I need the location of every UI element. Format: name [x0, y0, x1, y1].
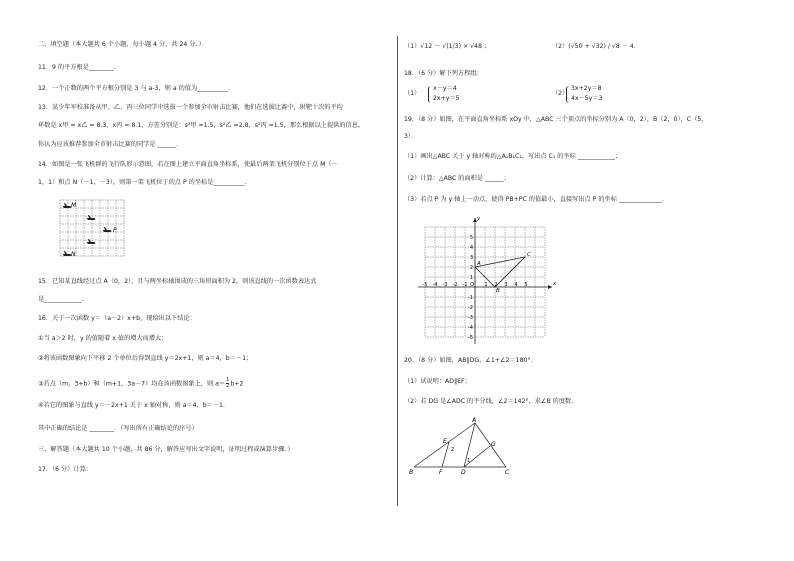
question-16-conclusion-2: ②将该函数图象向下平移 2 个单位后得到直线 y＝2x+1，则 a＝4，b＝－1；: [38, 355, 253, 362]
tick-label: 1: [484, 283, 488, 288]
tick-label: -3: [442, 283, 448, 288]
origin-label: O: [470, 282, 474, 288]
question-16-conclusion-1: ①当 a＞2 时，y 的值随着 x 值的增大而增大；: [38, 335, 168, 342]
tick-label: 5: [469, 236, 473, 241]
tick-label: 3: [504, 283, 508, 288]
question-16-conclusion-3: ③若点（m，3+b）和（m+1，3a－7）均在该函数图象上，则 a＝ $\frac{1}{2}$ b+2: [38, 377, 244, 389]
airplane-icon: [102, 227, 112, 232]
tick-label: 2: [469, 266, 473, 271]
question-19-part-3: （3）若点 P 为 y 轴上一动点，使得 PB+PC 的值最小，直接写出点 P 的坐标 ______________．: [404, 196, 669, 203]
tick-label: 5: [524, 283, 528, 288]
point-f-label: F: [439, 469, 443, 476]
tick-label: 4: [514, 283, 518, 288]
tick-label: -2: [468, 306, 473, 311]
question-14-line2: 1，1）和点 N（－1，－3），则第一架飞机位于的点 P 的坐标是__________．: [38, 179, 251, 186]
point-d-label: D: [461, 469, 466, 476]
point-a-label: A: [477, 261, 481, 267]
question-16-answer-line: 其中正确的结论是 ________．（写出所有正确结论的序号）: [38, 425, 198, 432]
question-20-part-1: （1）试说明：AD∥EF；: [404, 378, 471, 385]
point-g-label: G: [491, 441, 496, 448]
question-15-line2: 是____________．: [38, 296, 88, 303]
question-11: 11．9 的平方根是________．: [38, 64, 120, 71]
question-18: 18．（6 分）解下列方程组：: [404, 70, 483, 77]
question-13-line2: 环数是 x甲 = x乙 = 8.3，x丙 = 8.1，方差分别是：s²甲 =1.5，s²乙 =2.8，s²丙 =1.5，那么根据以上提供的信息，: [38, 122, 365, 129]
system-2-eq2: 4x－5y＝3: [571, 95, 603, 102]
question-18-part-1-label: （1）: [404, 90, 421, 97]
airplane-formation-figure: [58, 198, 128, 262]
tick-label: 2: [494, 283, 498, 288]
tick-label: -5: [468, 336, 473, 341]
section-2-heading: 二、填空题（本大题共 6 个小题，每小题 4 分，共 24 分．）: [38, 41, 205, 48]
question-16: 16．关于一次函数 y＝（a－2）x+b，现给出以下结论：: [38, 315, 196, 322]
coordinate-grid-figure: [410, 212, 560, 350]
point-n-label: N: [71, 251, 76, 258]
tick-label: -4: [468, 326, 473, 331]
point-a-label: A: [472, 417, 477, 424]
point-c-label: C: [505, 469, 510, 476]
question-17-part-2: （2）(√50 + √32) / √8 － 4．: [552, 43, 641, 50]
question-19-part-1: （1）画出△ABC 关于 y 轴对称的△A₁B₁C₁，写出点 C₁ 的坐标 ____________；: [404, 153, 622, 160]
point-m-label: M: [71, 202, 77, 209]
question-15-line1: 15．已知某直线经过点 A（0，2），且与两坐标轴围成的三角形面积为 2，则该直线的一次函数表达式: [38, 278, 317, 285]
question-19-part-2: （2）计算：△ABC 的面积是 ______；: [404, 175, 510, 182]
question-13-line1: 13．某少年军校准备从甲、乙、丙三位同学中选拔一个参加全市射击比赛，他们在选拔比赛中，射靶十次的平均: [38, 104, 343, 111]
tick-label: -4: [432, 283, 438, 288]
question-19-line2: 3）．: [404, 133, 418, 140]
question-13-line3: 你认为应该推荐参加全市射击比赛的同学是 ______．: [38, 141, 183, 148]
point-b-label: B: [496, 288, 500, 294]
point-c-label: C: [527, 252, 531, 258]
question-20-part-2: （2）若 DG 是∠ADC 的平分线，∠2＝142°，求∠B 的度数．: [404, 398, 578, 405]
system-1-eq2: 2x+y＝5: [433, 95, 460, 102]
y-axis-label: y: [477, 216, 481, 222]
system-1-eq1: x－y＝4: [433, 85, 457, 92]
question-14-line1: 14．如图是一张飞机群的飞行队形示意图，若在图上建立平面直角坐标系，使最后两架飞机分别位于点 M（－: [38, 161, 338, 168]
question-12: 12．一个正数的两个平方根分别是 3 与 a-3，则 a 的值为__________．: [38, 85, 235, 92]
tick-label: -1: [462, 283, 468, 288]
angle-1-label: 1: [467, 458, 471, 464]
tick-label: -1: [468, 296, 473, 301]
tick-label: -5: [422, 283, 428, 288]
question-20: 20．（8 分）如图，AB∥DG，∠1+∠2＝180°．: [404, 357, 537, 364]
question-16-conclusion-4: ④若它的图象与直线 y＝－2x+1 关于 x 轴对称，则 a＝4，b＝－1．: [38, 402, 230, 409]
tick-label: 3: [469, 256, 473, 261]
tick-label: -2: [452, 283, 458, 288]
question-19-line1: 19．（8 分）如图，在平面直角坐标系 xOy 中，△ABC 三个顶点的坐标分别为 A（0，2），B（2，0），C（5，: [404, 116, 708, 123]
point-e-label: E: [443, 438, 447, 445]
x-axis-label: x: [553, 281, 557, 287]
point-b-label: B: [409, 469, 414, 476]
question-18-part-2-label: （2）: [552, 90, 569, 97]
point-p-label: P: [113, 227, 117, 234]
question-17-part-1: （1）√12 － √(1/3) × √48 ；: [404, 43, 491, 50]
system-2-eq1: 3x+2y＝8: [571, 85, 602, 92]
tick-label: 1: [469, 276, 473, 281]
angle-2-label: 2: [451, 447, 455, 453]
tick-label: 4: [469, 246, 473, 251]
section-3-heading: 三、解答题（本大题共 10 个小题，共 86 分，解答应写出文字说明，证明过程或演算步骤．）: [38, 446, 294, 453]
question-17: 17．（6 分）计算：: [38, 466, 92, 473]
tick-label: -3: [468, 316, 473, 321]
geometry-figure: [408, 415, 518, 479]
column-divider: [397, 36, 398, 506]
